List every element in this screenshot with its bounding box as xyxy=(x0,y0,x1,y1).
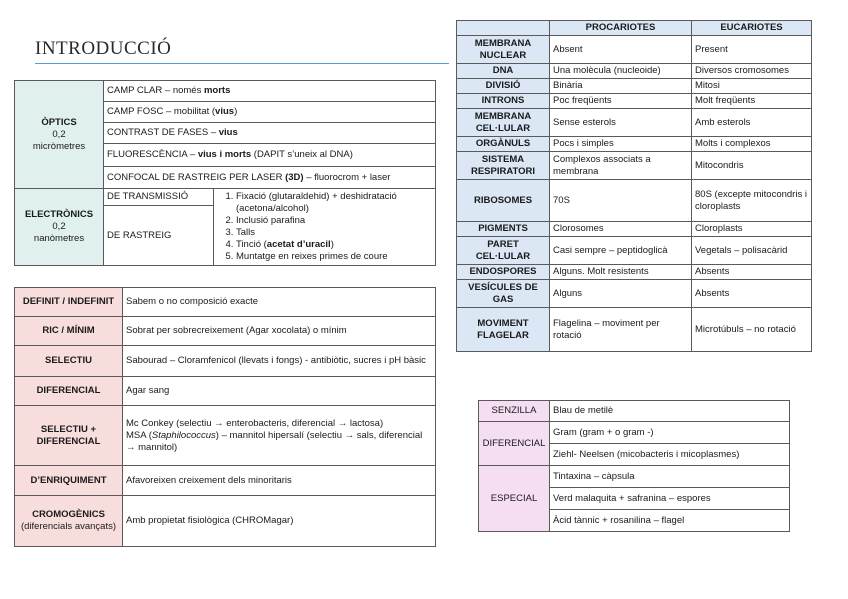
media-label: DEFINIT / INDEFINIT xyxy=(15,288,123,317)
table-row xyxy=(479,401,790,422)
optics-label: ÒPTICS xyxy=(41,116,77,128)
media-desc: Sabourad – Cloramfenicol (llevats i fongs) - antibiòtic, sucres i pH bàsic xyxy=(123,346,436,377)
comparison-table xyxy=(456,20,812,352)
media-desc: Sabem o no composició exacte xyxy=(123,288,436,317)
title-underline xyxy=(35,63,449,64)
table-row: RIBOSOMES 70S 80S (excepte mitocondris i cloroplasts xyxy=(457,180,812,222)
table-row xyxy=(15,81,436,102)
media-desc: Agar sang xyxy=(123,377,436,406)
table-row xyxy=(15,189,436,206)
media-desc: Mc Conkey (selectiu → enterobacteris, diferencial → lactosa) MSA (Staphilococcus) – mannitol hipersalí (selectiu → sals, diferencial → mannitol) xyxy=(123,406,436,466)
scanning-cell: DE RASTREIG xyxy=(104,206,214,266)
list-item: 4. Tinció (acetat d’uracil) xyxy=(236,239,433,251)
optics-item: CONFOCAL DE RASTREIG PER LASER (3D) – fluorocrom + laser xyxy=(104,167,436,189)
header-prokaryotes: PROCARIOTES xyxy=(550,21,692,36)
table-row: MEMBRANA NUCLEAR Absent Present xyxy=(457,36,812,64)
optics-item: CONTRAST DE FASES – vius xyxy=(104,123,436,144)
stain-label: DIFERENCIAL xyxy=(479,422,550,466)
electronic-unit: nanòmetres xyxy=(33,233,85,244)
table-row: DNA Una molècula (nucleoide) Diversos cromosomes xyxy=(457,64,812,79)
media-label-cell xyxy=(15,496,123,547)
media-sublabel: (diferencials avançats) xyxy=(20,521,117,532)
page-title: INTRODUCCIÓ xyxy=(35,38,172,59)
stain-item: Ziehl- Neelsen (micobacteris i micoplasmes) xyxy=(550,444,790,466)
table-row xyxy=(15,346,436,377)
stain-item: Tintaxina – càpsula xyxy=(550,466,790,488)
electronic-size: 0,2 xyxy=(52,221,66,232)
stain-item: Gram (gram + o gram -) xyxy=(550,422,790,444)
electronic-label-cell xyxy=(15,189,104,266)
table-row: VESÍCULES DE GAS Alguns Absents xyxy=(457,280,812,308)
table-row: DIVISIÓ Binària Mitosi xyxy=(457,79,812,94)
optics-item: FLUORESCÈNCIA – vius i morts (DAPIT s’uneix al DNA) xyxy=(104,144,436,167)
stain-label: SENZILLA xyxy=(479,401,550,422)
optics-size: 0,2 xyxy=(52,128,66,140)
table-row xyxy=(15,406,436,466)
optics-unit: micròmetres xyxy=(32,140,86,152)
stain-label: ESPECIAL xyxy=(479,466,550,532)
optics-label-cell xyxy=(15,81,104,189)
electronic-label: ELECTRÒNICS xyxy=(24,209,94,220)
header-eukaryotes: EUCARIOTES xyxy=(692,21,812,36)
table-row xyxy=(15,288,436,317)
table-row xyxy=(15,496,436,547)
media-label: CROMOGÈNICS xyxy=(32,509,105,520)
transmission-cell: DE TRANSMISSIÓ xyxy=(104,189,214,206)
media-desc: Afavoreixen creixement dels minoritaris xyxy=(123,466,436,496)
media-desc: Sobrat per sobrecreixement (Agar xocolata) o mínim xyxy=(123,317,436,346)
table-row: SISTEMA RESPIRATORI Complexos associats a membrana Mitocondris xyxy=(457,152,812,180)
table-row: ENDOSPORES Alguns. Molt resistents Absents xyxy=(457,265,812,280)
microscopy-table xyxy=(14,80,436,266)
electronic-steps xyxy=(216,191,433,263)
table-row: ORGÀNULS Pocs i simples Molts i complexos xyxy=(457,137,812,152)
stains-table xyxy=(478,400,790,532)
media-label: SELECTIU + DIFERENCIAL xyxy=(15,406,123,466)
table-row: INTRONS Poc freqüents Molt freqüents xyxy=(457,94,812,109)
media-label: RIC / MÍNIM xyxy=(15,317,123,346)
table-row xyxy=(479,466,790,488)
media-label: DIFERENCIAL xyxy=(15,377,123,406)
table-row: MOVIMENT FLAGELAR Flagelina – moviment per rotació Microtúbuls – no rotació xyxy=(457,308,812,352)
media-table xyxy=(14,287,436,547)
table-row: PIGMENTS Clorosomes Cloroplasts xyxy=(457,222,812,237)
optics-item: CAMP FOSC – mobilitat (vius) xyxy=(104,102,436,123)
table-row: MEMBRANA CEL·LULAR Sense esterols Amb esterols xyxy=(457,109,812,137)
list-item: 2. Inclusió parafina xyxy=(236,215,433,227)
list-item: 5. Muntatge en reixes primes de coure xyxy=(236,251,433,263)
stain-item: Verd malaquita + safranina – espores xyxy=(550,488,790,510)
stain-item: Àcid tànnic + rosanilina – flagel xyxy=(550,510,790,532)
media-label: D’ENRIQUIMENT xyxy=(15,466,123,496)
list-item: 1. Fixació (glutaraldehid) + deshidratació (acetona/alcohol) xyxy=(236,191,433,215)
electronic-steps-cell xyxy=(214,189,436,266)
table-row xyxy=(15,466,436,496)
media-label: SELECTIU xyxy=(15,346,123,377)
table-row xyxy=(15,377,436,406)
optics-item: CAMP CLAR – només morts xyxy=(104,81,436,102)
table-row xyxy=(479,422,790,444)
table-header-row xyxy=(457,21,812,36)
header-empty xyxy=(457,21,550,36)
table-row xyxy=(15,317,436,346)
media-desc: Amb propietat fisiològica (CHROMagar) xyxy=(123,496,436,547)
stain-item: Blau de metilè xyxy=(550,401,790,422)
list-item: 3. Talls xyxy=(236,227,433,239)
table-row: PARET CEL·LULAR Casi sempre – peptidoglicà Vegetals – polisacàrid xyxy=(457,237,812,265)
